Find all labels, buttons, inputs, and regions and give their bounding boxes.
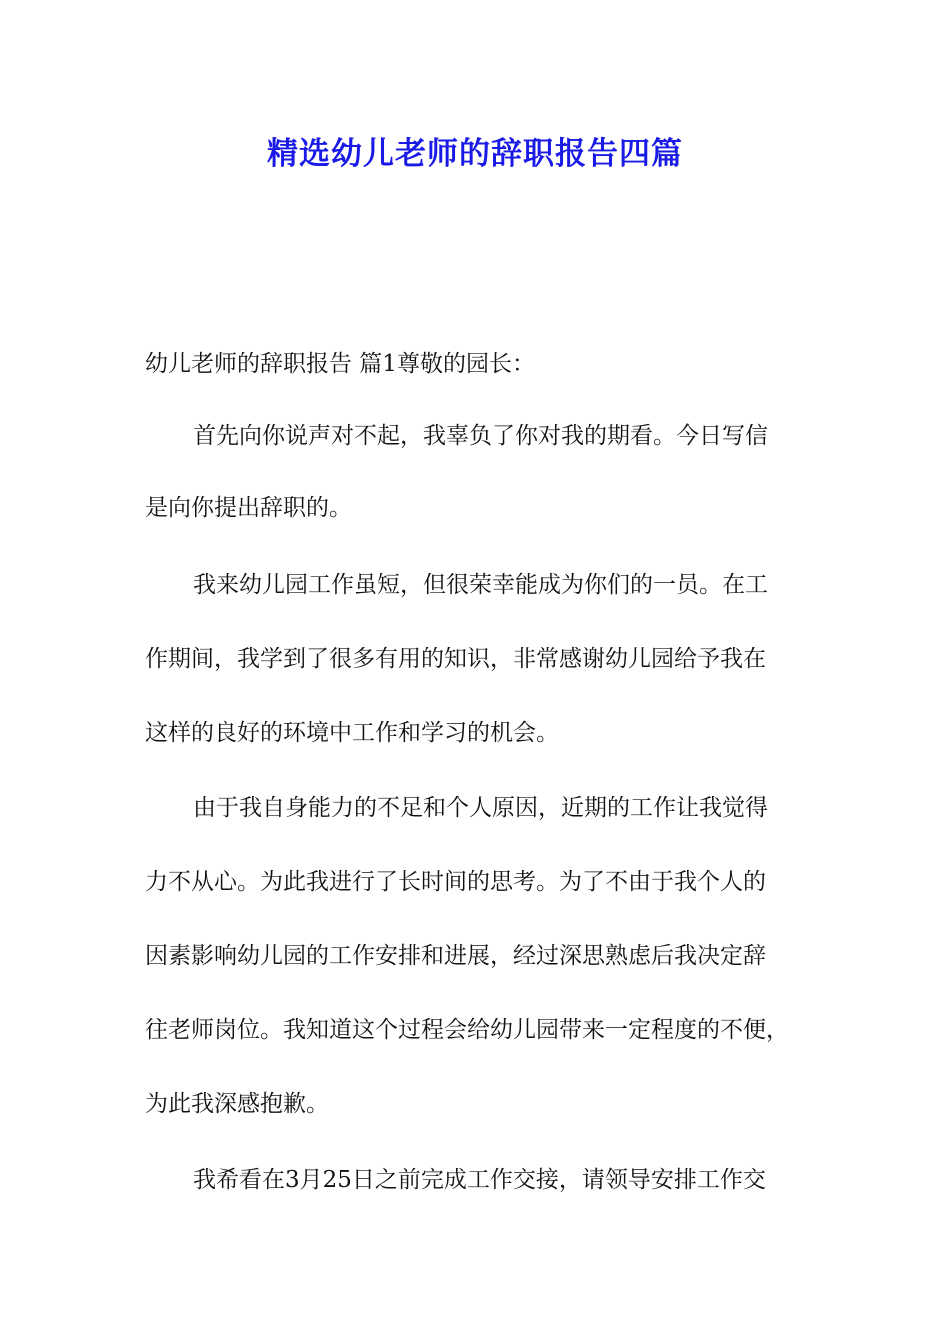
paragraph-3-line-4: 往老师岗位。我知道这个过程会给幼儿园带来一定程度的不便， xyxy=(145,1017,789,1043)
paragraph-1-line-2: 是向你提出辞职的。 xyxy=(145,495,352,521)
heading-line: 幼儿老师的辞职报告 篇1尊敬的园长： xyxy=(145,351,535,377)
paragraph-4-line-1: 我希看在3月25日之前完成工作交接，请领导安排工作交 xyxy=(193,1167,766,1193)
paragraph-2-line-3: 这样的良好的环境中工作和学习的机会。 xyxy=(145,720,559,746)
paragraph-3-line-1: 由于我自身能力的不足和个人原因，近期的工作让我觉得 xyxy=(193,795,768,821)
paragraph-3-line-5: 为此我深感抱歉。 xyxy=(145,1091,329,1117)
document-title: 精选幼儿老师的辞职报告四篇 xyxy=(267,136,683,172)
paragraph-3-line-2: 力不从心。为此我进行了长时间的思考。为了不由于我个人的 xyxy=(145,869,766,895)
paragraph-2-line-2: 作期间，我学到了很多有用的知识，非常感谢幼儿园给予我在 xyxy=(145,646,766,672)
paragraph-3-line-3: 因素影响幼儿园的工作安排和进展，经过深思熟虑后我决定辞 xyxy=(145,943,766,969)
paragraph-1-line-1: 首先向你说声对不起，我辜负了你对我的期看。今日写信 xyxy=(193,423,768,449)
paragraph-2-line-1: 我来幼儿园工作虽短，但很荣幸能成为你们的一员。在工 xyxy=(193,572,768,598)
